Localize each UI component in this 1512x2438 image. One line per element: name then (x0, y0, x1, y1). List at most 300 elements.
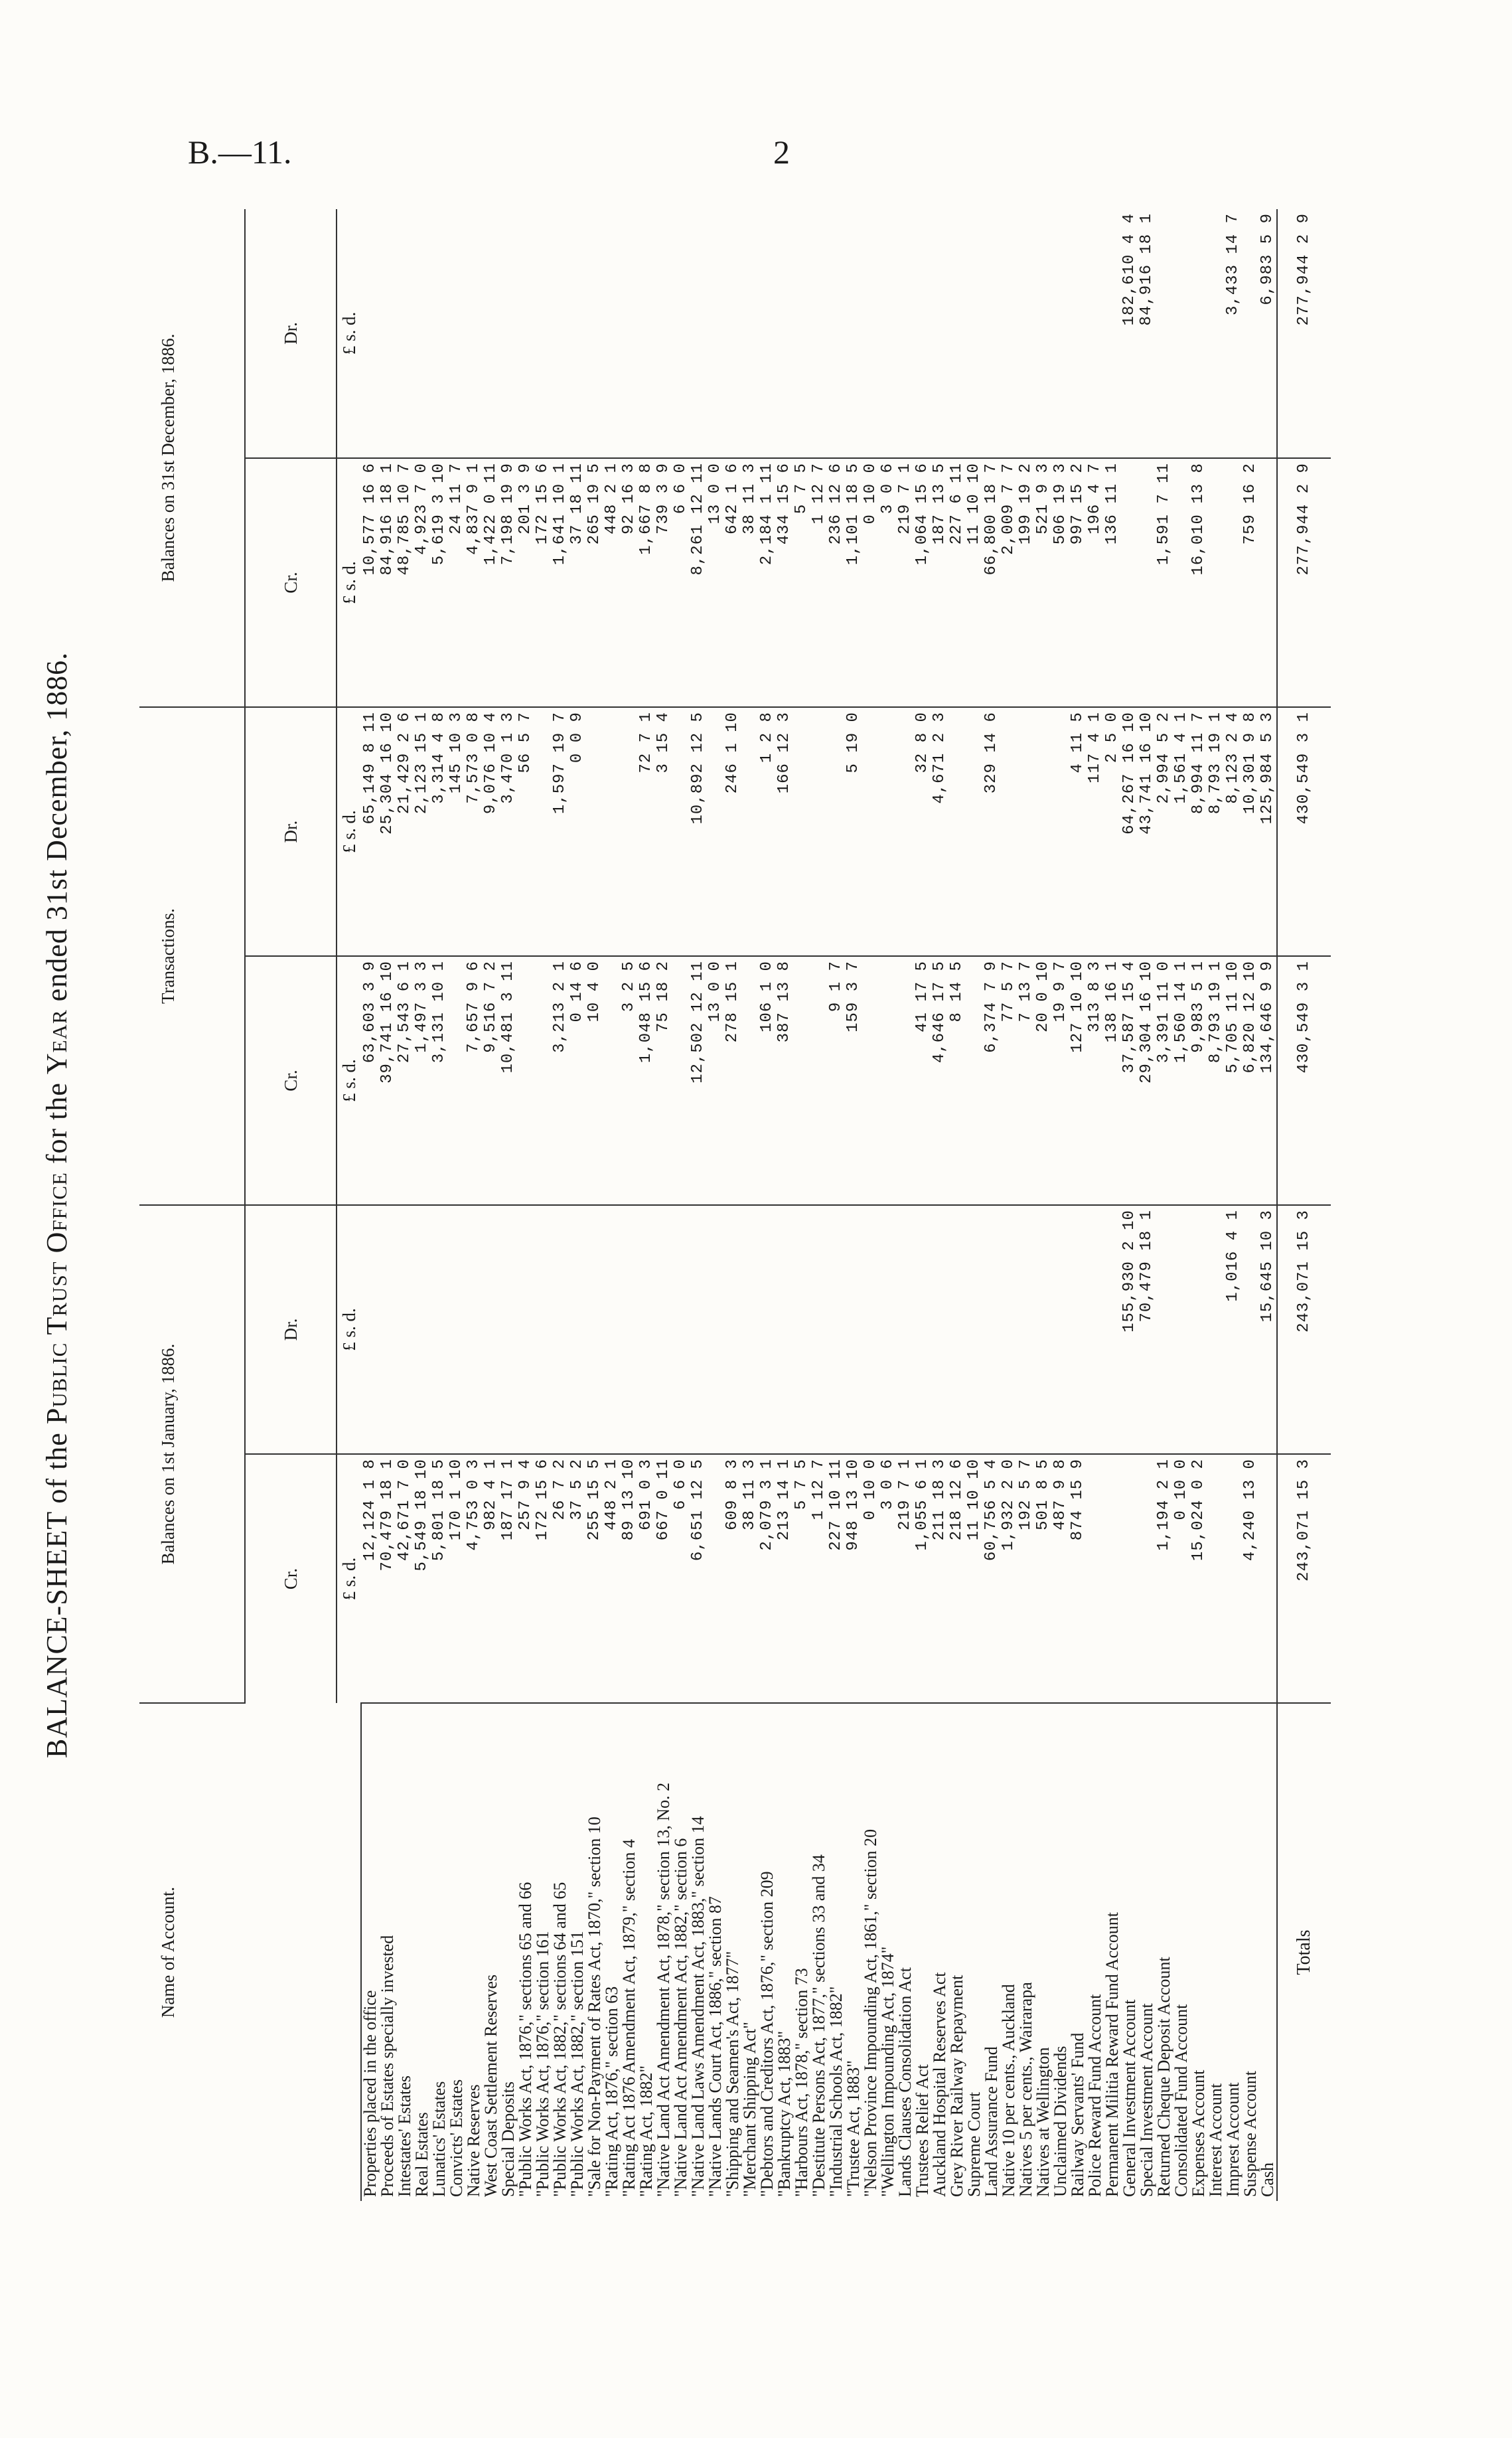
units-tr-cr: £ s. d. (337, 956, 361, 1205)
amount-dec-dr (1190, 209, 1207, 458)
amount-jan-dr (690, 1205, 707, 1454)
amount-jan-cr: 1,932 2 0 (1000, 1454, 1018, 1703)
amount-jan-dr (1173, 1205, 1190, 1454)
amount-tr-cr (862, 956, 879, 1205)
amount-tr-cr: 9 1 7 (828, 956, 845, 1205)
amount-tr-cr: 19 9 7 (1052, 956, 1069, 1205)
amount-dec-cr: 997 15 2 (1069, 458, 1087, 707)
amount-dec-dr (948, 209, 966, 458)
amount-jan-cr (1121, 1454, 1138, 1703)
amount-tr-cr: 5,705 11 10 (1225, 956, 1242, 1205)
amount-tr-cr: 27,543 6 1 (396, 956, 414, 1205)
amount-jan-cr (1207, 1454, 1225, 1703)
table-row (621, 209, 638, 2201)
account-name: "Nelson Province Impounding Act, 1861," section 20 (861, 1828, 880, 2197)
table-row (983, 209, 1000, 2201)
amount-jan-cr: 213 14 1 (776, 1454, 793, 1703)
account-name: "Sale for Non-Payment of Rates Act, 1870," section 10 (585, 1817, 604, 2197)
table-row (793, 209, 810, 2201)
account-name: Permanent Militia Reward Fund Account (1102, 1912, 1122, 2197)
table-row (690, 209, 707, 2201)
amount-jan-cr: 192 5 7 (1018, 1454, 1035, 1703)
table-row (759, 209, 776, 2201)
amount-dec-cr: 136 11 1 (1104, 458, 1121, 707)
amount-tr-cr: 4,646 17 5 (931, 956, 948, 1205)
amount-dec-dr (862, 209, 879, 458)
amount-jan-dr (483, 1205, 500, 1454)
amount-jan-dr (1018, 1205, 1035, 1454)
table-row (948, 209, 966, 2201)
table-row (1242, 209, 1259, 2201)
amount-dec-dr (1104, 209, 1121, 458)
table-row (431, 209, 448, 2201)
amount-jan-cr (1259, 1454, 1277, 1703)
amount-dec-cr: 1,641 10 1 (552, 458, 569, 707)
amount-dec-cr: 1 12 7 (810, 458, 828, 707)
total-jan-cr: 243,071 15 3 (1277, 1454, 1331, 1703)
amount-dec-dr (897, 209, 914, 458)
amount-tr-dr: 8,994 11 7 (1190, 707, 1207, 956)
account-name: "Merchant Shipping Act" (740, 2022, 759, 2197)
amount-tr-cr: 10 4 0 (586, 956, 603, 1205)
amount-tr-cr: 1,048 15 6 (638, 956, 655, 1205)
amount-jan-dr (776, 1205, 793, 1454)
account-name: "Native Land Act Amendment Act, 1882," section 6 (671, 1838, 690, 2197)
account-name: "Rating Act, 1882" (637, 2065, 656, 2197)
amount-dec-cr: 11 10 10 (966, 458, 983, 707)
table-row (448, 209, 465, 2201)
amount-jan-dr (1156, 1205, 1173, 1454)
units-dec-cr: £ s. d. (337, 458, 361, 707)
amount-tr-dr: 2 5 0 (1104, 707, 1121, 956)
amount-dec-cr: 24 11 7 (448, 458, 465, 707)
amount-jan-cr: 948 13 10 (845, 1454, 862, 1703)
amount-jan-dr (672, 1205, 690, 1454)
table-row (552, 209, 569, 2201)
table-row (724, 209, 741, 2201)
table-row (741, 209, 759, 2201)
amount-tr-cr (879, 956, 897, 1205)
amount-jan-cr: 187 17 1 (500, 1454, 517, 1703)
amount-jan-cr: 0 10 0 (862, 1454, 879, 1703)
amount-dec-dr (724, 209, 741, 458)
amount-jan-cr: 5,801 18 5 (431, 1454, 448, 1703)
amount-dec-dr (379, 209, 396, 458)
table-row (1000, 209, 1018, 2201)
amount-dec-cr: 236 12 6 (828, 458, 845, 707)
amount-jan-dr (897, 1205, 914, 1454)
amount-tr-dr: 246 1 10 (724, 707, 741, 956)
amount-dec-dr (1069, 209, 1087, 458)
table-row (655, 209, 672, 2201)
amount-dec-cr: 1,422 0 11 (483, 458, 500, 707)
amount-jan-dr (879, 1205, 897, 1454)
amount-tr-cr: 134,646 9 9 (1259, 956, 1277, 1205)
amount-jan-dr (1035, 1205, 1052, 1454)
document-id: B.—11. (188, 133, 292, 171)
amount-tr-dr: 329 14 6 (983, 707, 1000, 956)
amount-tr-dr: 166 12 3 (776, 707, 793, 956)
amount-tr-dr: 2,994 5 2 (1156, 707, 1173, 956)
amount-dec-dr (414, 209, 431, 458)
amount-dec-cr: 92 16 3 (621, 458, 638, 707)
amount-dec-dr (914, 209, 931, 458)
amount-tr-cr: 3,213 2 1 (552, 956, 569, 1205)
amount-jan-cr: 172 15 6 (534, 1454, 552, 1703)
account-name: General Investment Account (1120, 1999, 1139, 2197)
account-name: Grey River Railway Repayment (947, 1975, 966, 2197)
amount-dec-cr: 8,261 12 11 (690, 458, 707, 707)
account-name: Properties placed in the office (360, 1990, 380, 2197)
amount-dec-dr: 3,433 14 7 (1225, 209, 1242, 458)
amount-dec-dr (431, 209, 448, 458)
amount-tr-cr (741, 956, 759, 1205)
table-row (465, 209, 483, 2201)
amount-jan-dr (603, 1205, 621, 1454)
amount-jan-dr: 1,016 4 1 (1225, 1205, 1242, 1454)
amount-dec-cr: 5 7 5 (793, 458, 810, 707)
table-row (483, 209, 500, 2201)
amount-jan-cr: 218 12 6 (948, 1454, 966, 1703)
amount-tr-dr (672, 707, 690, 956)
header-dec-dr: Dr. (245, 209, 337, 458)
amount-dec-cr: 3 0 6 (879, 458, 897, 707)
amount-jan-dr (448, 1205, 465, 1454)
amount-tr-cr: 8,793 19 1 (1207, 956, 1225, 1205)
amount-jan-cr: 26 7 2 (552, 1454, 569, 1703)
amount-jan-dr (914, 1205, 931, 1454)
account-name: Convicts' Estates (447, 2079, 466, 2197)
amount-tr-dr (1000, 707, 1018, 956)
amount-jan-cr: 227 10 11 (828, 1454, 845, 1703)
account-name: Special Deposits (498, 2081, 518, 2197)
table-row (1018, 209, 1035, 2201)
table-row (828, 209, 845, 2201)
amount-jan-cr: 211 18 3 (931, 1454, 948, 1703)
amount-jan-cr: 1,055 6 1 (914, 1454, 931, 1703)
amount-dec-dr (448, 209, 465, 458)
amount-dec-dr (741, 209, 759, 458)
amount-jan-cr: 667 0 11 (655, 1454, 672, 1703)
amount-tr-dr: 2,123 15 1 (414, 707, 431, 956)
header-tr-dr: Dr. (245, 707, 337, 956)
amount-dec-cr: 196 4 7 (1087, 458, 1104, 707)
table-row (1156, 209, 1173, 2201)
amount-dec-cr: 521 9 3 (1035, 458, 1052, 707)
amount-jan-cr: 11 10 10 (966, 1454, 983, 1703)
amount-tr-dr: 21,429 2 6 (396, 707, 414, 956)
amount-jan-cr: 170 1 10 (448, 1454, 465, 1703)
account-name: Imprest Account (1223, 2082, 1243, 2197)
amount-tr-dr: 1,597 19 7 (552, 707, 569, 956)
amount-tr-dr: 32 8 0 (914, 707, 931, 956)
amount-tr-cr: 63,603 3 9 (361, 956, 379, 1205)
account-name: Native Reserves (464, 2084, 483, 2197)
amount-jan-cr (1225, 1454, 1242, 1703)
amount-tr-cr: 0 14 6 (569, 956, 586, 1205)
amount-jan-dr (966, 1205, 983, 1454)
amount-dec-cr: 201 3 9 (517, 458, 534, 707)
title-office: Public Trust Office (40, 1172, 73, 1425)
amount-dec-cr (1138, 458, 1156, 707)
amount-tr-dr (810, 707, 828, 956)
amount-jan-cr: 2,079 3 1 (759, 1454, 776, 1703)
amount-dec-dr (1000, 209, 1018, 458)
amount-jan-cr: 42,671 7 0 (396, 1454, 414, 1703)
amount-tr-cr: 159 3 7 (845, 956, 862, 1205)
amount-dec-dr (655, 209, 672, 458)
amount-tr-dr: 117 4 1 (1087, 707, 1104, 956)
account-name: Trustees Relief Act (913, 2064, 932, 2197)
header-transactions: Transactions. (139, 707, 245, 1205)
amount-jan-dr (741, 1205, 759, 1454)
amount-jan-dr (862, 1205, 879, 1454)
amount-dec-dr (931, 209, 948, 458)
balance-table (139, 209, 1331, 2201)
amount-jan-cr: 255 15 5 (586, 1454, 603, 1703)
amount-tr-cr: 8 14 5 (948, 956, 966, 1205)
amount-tr-dr: 65,149 8 11 (361, 707, 379, 956)
amount-tr-cr: 127 10 10 (1069, 956, 1087, 1205)
table-row (517, 209, 534, 2201)
amount-dec-cr: 38 11 3 (741, 458, 759, 707)
amount-dec-cr: 84,916 18 1 (379, 458, 396, 707)
amount-jan-cr (1138, 1454, 1156, 1703)
amount-jan-cr: 6,651 12 5 (690, 1454, 707, 1703)
account-name: Proceeds of Estates specially invested (378, 1935, 397, 2197)
amount-tr-dr (1052, 707, 1069, 956)
amount-dec-dr: 6,983 5 9 (1259, 209, 1277, 458)
amount-tr-dr: 3,314 4 8 (431, 707, 448, 956)
amount-dec-cr: 759 16 2 (1242, 458, 1259, 707)
table-row (1207, 209, 1225, 2201)
header-jan: Balances on 1st January, 1886. (139, 1205, 245, 1703)
amount-jan-dr (707, 1205, 724, 1454)
totals-row (1277, 209, 1331, 2201)
amount-dec-dr (552, 209, 569, 458)
amount-dec-dr (1052, 209, 1069, 458)
amount-tr-cr: 7 13 7 (1018, 956, 1035, 1205)
amount-tr-dr: 64,267 16 10 (1121, 707, 1138, 956)
amount-jan-dr (1069, 1205, 1087, 1454)
amount-dec-cr: 265 19 5 (586, 458, 603, 707)
amount-tr-cr: 41 17 5 (914, 956, 931, 1205)
amount-jan-dr (552, 1205, 569, 1454)
amount-dec-dr (1242, 209, 1259, 458)
units-dec-dr: £ s. d. (337, 209, 361, 458)
table-row (500, 209, 517, 2201)
table-row (586, 209, 603, 2201)
amount-jan-cr: 982 4 1 (483, 1454, 500, 1703)
amount-dec-cr: 0 10 0 (862, 458, 879, 707)
amount-dec-cr: 187 13 5 (931, 458, 948, 707)
amount-dec-dr (534, 209, 552, 458)
table-row (672, 209, 690, 2201)
table-row (1069, 209, 1087, 2201)
title-part-3: ended 31st December, 1886. (40, 651, 73, 1010)
amount-jan-cr: 0 10 0 (1173, 1454, 1190, 1703)
amount-jan-cr: 874 15 9 (1069, 1454, 1087, 1703)
amount-tr-dr: 3,470 1 3 (500, 707, 517, 956)
amount-dec-cr (1259, 458, 1277, 707)
amount-jan-dr (845, 1205, 862, 1454)
amount-dec-dr (690, 209, 707, 458)
amount-tr-cr: 9,983 5 1 (1190, 956, 1207, 1205)
account-name: Suspense Account (1241, 2071, 1260, 2197)
account-name: Special Investment Account (1137, 2003, 1156, 2197)
amount-tr-cr (534, 956, 552, 1205)
amount-dec-dr (1207, 209, 1225, 458)
amount-tr-dr: 72 7 1 (638, 707, 655, 956)
table-row (810, 209, 828, 2201)
amount-jan-dr: 70,479 18 1 (1138, 1205, 1156, 1454)
account-name: Cash (1258, 2162, 1277, 2197)
amount-dec-dr (1035, 209, 1052, 458)
amount-dec-dr (983, 209, 1000, 458)
amount-tr-cr: 13 0 0 (707, 956, 724, 1205)
amount-tr-cr (517, 956, 534, 1205)
table-row (569, 209, 586, 2201)
amount-jan-dr (948, 1205, 966, 1454)
amount-tr-cr: 3 2 5 (621, 956, 638, 1205)
amount-tr-cr: 77 5 7 (1000, 956, 1018, 1205)
amount-tr-dr: 1 2 8 (759, 707, 776, 956)
amount-jan-cr: 6 6 0 (672, 1454, 690, 1703)
amount-tr-dr: 25,304 16 10 (379, 707, 396, 956)
table-row (1259, 209, 1277, 2201)
amount-jan-cr: 1 12 7 (810, 1454, 828, 1703)
amount-tr-dr (603, 707, 621, 956)
table-row (776, 209, 793, 2201)
account-name: "Native Land Act Amendment Act, 1878," section 13, No. 2 (654, 1782, 673, 2197)
amount-jan-dr (1207, 1205, 1225, 1454)
amount-tr-cr: 39,741 16 10 (379, 956, 396, 1205)
amount-tr-cr: 138 16 1 (1104, 956, 1121, 1205)
amount-jan-dr (1190, 1205, 1207, 1454)
amount-jan-cr: 4,753 0 3 (465, 1454, 483, 1703)
amount-dec-dr: 182,610 4 4 (1121, 209, 1138, 458)
amount-dec-cr: 172 15 6 (534, 458, 552, 707)
amount-tr-cr (810, 956, 828, 1205)
amount-dec-dr (845, 209, 862, 458)
amount-tr-dr: 3 15 4 (655, 707, 672, 956)
title-year: Year (40, 1009, 73, 1075)
amount-tr-dr: 125,984 5 3 (1259, 707, 1277, 956)
amount-dec-cr: 37 18 11 (569, 458, 586, 707)
amount-tr-dr (879, 707, 897, 956)
account-name: Lunatics' Estates (429, 2081, 449, 2197)
table-row (862, 209, 879, 2201)
header-dec-cr: Cr. (245, 458, 337, 707)
amount-tr-cr: 313 8 3 (1087, 956, 1104, 1205)
amount-tr-dr: 8,123 2 4 (1225, 707, 1242, 956)
account-name: "Public Works Act, 1876," section 161 (533, 1931, 552, 2197)
amount-jan-dr (793, 1205, 810, 1454)
account-name: "Public Works Act, 1876," sections 65 and 66 (516, 1882, 535, 2197)
header-name: Name of Account. (139, 1703, 361, 2201)
amount-dec-cr: 6 6 0 (672, 458, 690, 707)
amount-tr-cr: 106 1 0 (759, 956, 776, 1205)
amount-dec-cr: 434 15 6 (776, 458, 793, 707)
amount-dec-cr: 2,009 7 7 (1000, 458, 1018, 707)
amount-tr-dr (1018, 707, 1035, 956)
account-name: Natives at Wellington (1033, 2047, 1053, 2197)
amount-tr-dr: 5 19 0 (845, 707, 862, 956)
amount-jan-cr: 487 9 8 (1052, 1454, 1069, 1703)
header-jan-dr: Dr. (245, 1205, 337, 1454)
amount-jan-dr (621, 1205, 638, 1454)
table-row (1190, 209, 1207, 2201)
amount-dec-dr (966, 209, 983, 458)
account-name: "Harbours Act, 1878," section 73 (792, 1968, 811, 2197)
total-jan-dr: 243,071 15 3 (1277, 1205, 1331, 1454)
amount-tr-cr: 20 0 10 (1035, 956, 1052, 1205)
table-row (931, 209, 948, 2201)
table-row (1087, 209, 1104, 2201)
account-name: Real Estates (412, 2112, 431, 2197)
table-row (914, 209, 931, 2201)
amount-dec-cr: 13 0 0 (707, 458, 724, 707)
amount-jan-dr (810, 1205, 828, 1454)
amount-tr-dr: 0 0 9 (569, 707, 586, 956)
totals-label: Totals (1277, 1703, 1331, 2201)
amount-dec-cr: 506 19 3 (1052, 458, 1069, 707)
amount-dec-cr: 1,667 8 8 (638, 458, 655, 707)
account-name: West Coast Settlement Reserves (481, 1974, 500, 2197)
amount-jan-cr: 219 7 1 (897, 1454, 914, 1703)
amount-tr-dr: 4 11 5 (1069, 707, 1087, 956)
amount-dec-cr (1207, 458, 1225, 707)
amount-jan-cr: 5 7 5 (793, 1454, 810, 1703)
amount-dec-dr (517, 209, 534, 458)
table-row (534, 209, 552, 2201)
amount-dec-dr (396, 209, 414, 458)
amount-tr-dr (534, 707, 552, 956)
table-row (1138, 209, 1156, 2201)
account-name: Consolidated Fund Account (1172, 2004, 1191, 2197)
account-name: Supreme Court (964, 2091, 984, 2197)
amount-dec-cr: 16,010 13 8 (1190, 458, 1207, 707)
amount-jan-dr (931, 1205, 948, 1454)
amount-jan-dr (396, 1205, 414, 1454)
units-jan-cr: £ s. d. (339, 1557, 359, 1601)
amount-jan-cr: 12,124 1 8 (361, 1454, 379, 1703)
amount-tr-dr: 56 5 7 (517, 707, 534, 956)
amount-tr-cr (966, 956, 983, 1205)
amount-tr-cr (603, 956, 621, 1205)
amount-tr-dr (948, 707, 966, 956)
amount-dec-cr: 10,577 16 6 (361, 458, 379, 707)
amount-jan-dr (1087, 1205, 1104, 1454)
amount-tr-dr: 4,671 2 3 (931, 707, 948, 956)
amount-dec-dr (793, 209, 810, 458)
account-name: "Industrial Schools Act, 1882" (826, 1986, 846, 2197)
amount-dec-dr (1173, 209, 1190, 458)
amount-jan-cr (1087, 1454, 1104, 1703)
amount-jan-dr (500, 1205, 517, 1454)
amount-dec-dr (569, 209, 586, 458)
amount-dec-cr: 7,198 19 9 (500, 458, 517, 707)
amount-jan-cr: 15,024 0 2 (1190, 1454, 1207, 1703)
amount-jan-dr (569, 1205, 586, 1454)
sheet-title (40, 209, 74, 2201)
account-name: Land Assurance Fund (982, 2046, 1001, 2197)
amount-jan-dr (465, 1205, 483, 1454)
total-tr-cr: 430,549 3 1 (1277, 956, 1331, 1205)
units-tr-dr: £ s. d. (337, 707, 361, 956)
amount-tr-dr (586, 707, 603, 956)
amount-dec-dr (776, 209, 793, 458)
